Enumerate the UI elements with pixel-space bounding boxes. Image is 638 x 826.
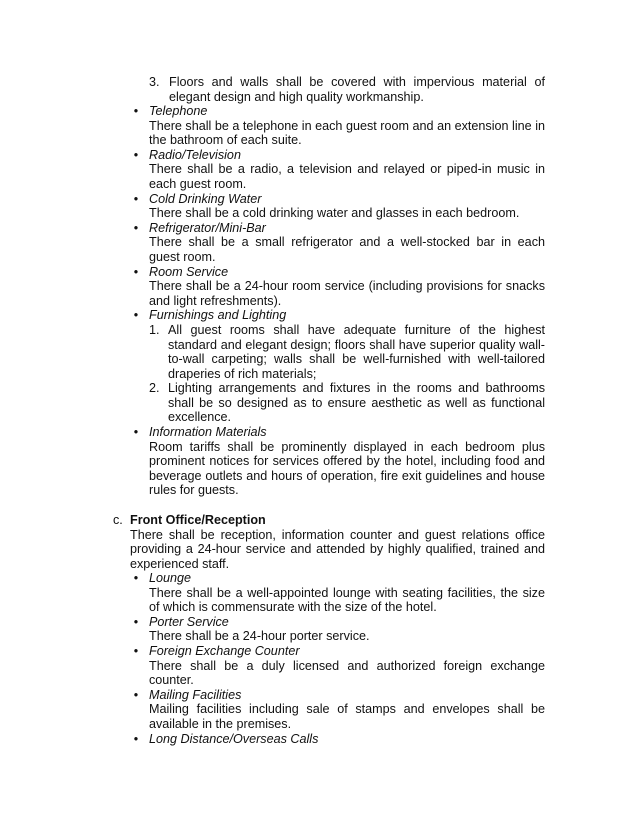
item-title: Foreign Exchange Counter (149, 643, 300, 658)
bullet-icon: • (133, 104, 139, 118)
item-text: There shall be a well-appointed lounge with seating facilities, the size of which is commensurate with the size of the hotel. (149, 585, 545, 615)
list-item-mailing-facilities (131, 688, 545, 732)
bullet-icon: • (133, 308, 139, 323)
list-item-lounge (131, 571, 545, 615)
item-title: Furnishings and Lighting (149, 308, 287, 323)
item-number: 3. (149, 75, 160, 89)
bullet-icon: • (133, 147, 139, 162)
item-text: Room tariffs shall be prominently displayed in each bedroom plus prominent notices for services offered by the hotel, including food and beverage outlets and hours of operation, fire exit guidelines and house rules for guests. (149, 439, 545, 498)
item-title: Radio/Television (149, 147, 241, 162)
numbered-item-3 (149, 75, 545, 104)
furnishings-sublist (149, 323, 545, 425)
item-text: There shall be a telephone in each guest room and an extension line in the bathroom of each suite. (149, 118, 545, 148)
item-text: Mailing facilities including sale of stamps and envelopes shall be available in the premises. (149, 702, 545, 731)
list-item-porter-service (131, 615, 545, 644)
list-item-information-materials (131, 425, 545, 498)
bullet-icon: • (133, 191, 139, 206)
item-text: There shall be a duly licensed and authorized foreign exchange counter. (149, 658, 545, 688)
section-letter: c. (113, 513, 123, 527)
item-title: Long Distance/Overseas Calls (149, 731, 319, 746)
section-title: Front Office/Reception (130, 513, 266, 527)
sub-item-2 (149, 381, 545, 425)
list-item-room-service (131, 265, 545, 309)
bullet-icon: • (133, 687, 139, 702)
item-text: There shall be a 24-hour room service (including provisions for snacks and light refreshments). (149, 279, 545, 308)
list-item-furnishings-lighting (131, 308, 545, 425)
list-item-long-distance-calls (131, 732, 545, 747)
section-intro: There shall be reception, information counter and guest relations office providing a 24-hour service and attended by highly qualified, trained and experienced staff. (130, 527, 545, 571)
bullet-icon: • (133, 425, 139, 440)
sub-item-text: All guest rooms shall have adequate furniture of the highest standard and elegant design; floors shall have superior quality wall-to-wall carpeting; walls shall be well-furnished with well-tailored draperies of rich materials; (168, 322, 545, 381)
item-text: There shall be a small refrigerator and a well-stocked bar in each guest room. (149, 235, 545, 264)
item-title: Room Service (149, 264, 229, 279)
item-title: Refrigerator/Mini-Bar (149, 220, 266, 235)
item-title: Information Materials (149, 425, 267, 440)
sub-item-1 (149, 323, 545, 381)
bullet-icon: • (133, 220, 139, 235)
item-title: Lounge (149, 571, 192, 585)
list-item-telephone (131, 104, 545, 148)
sub-item-text: Lighting arrangements and fixtures in the rooms and bathrooms shall be so designed as to ensure aesthetic as well as functional excellence. (168, 381, 545, 425)
sub-item-number: 2. (149, 381, 160, 396)
bullet-icon: • (133, 264, 139, 279)
item-title: Cold Drinking Water (149, 191, 262, 206)
item-title: Telephone (149, 104, 208, 118)
front-office-list (131, 571, 545, 746)
list-item-radio-television (131, 148, 545, 192)
list-item-cold-drinking-water (131, 192, 545, 221)
item-title: Mailing Facilities (149, 687, 242, 702)
sub-item-number: 1. (149, 322, 160, 337)
bullet-icon: • (133, 731, 139, 746)
bullet-icon: • (133, 643, 139, 658)
list-item-foreign-exchange (131, 644, 545, 688)
bullet-icon: • (133, 614, 139, 629)
section-front-office (113, 513, 545, 571)
bullet-icon: • (133, 571, 139, 585)
amenities-list (131, 104, 545, 498)
list-item-refrigerator-minibar (131, 221, 545, 265)
item-text: There shall be a cold drinking water and glasses in each bedroom. (149, 206, 520, 221)
item-text: Floors and walls shall be covered with impervious material of elegant design and high quality workmanship. (169, 75, 545, 104)
section-heading (113, 513, 545, 528)
item-title: Porter Service (149, 614, 229, 629)
item-text: There shall be a radio, a television and relayed or piped-in music in each guest room. (149, 162, 545, 191)
item-text: There shall be a 24-hour porter service. (149, 629, 370, 644)
